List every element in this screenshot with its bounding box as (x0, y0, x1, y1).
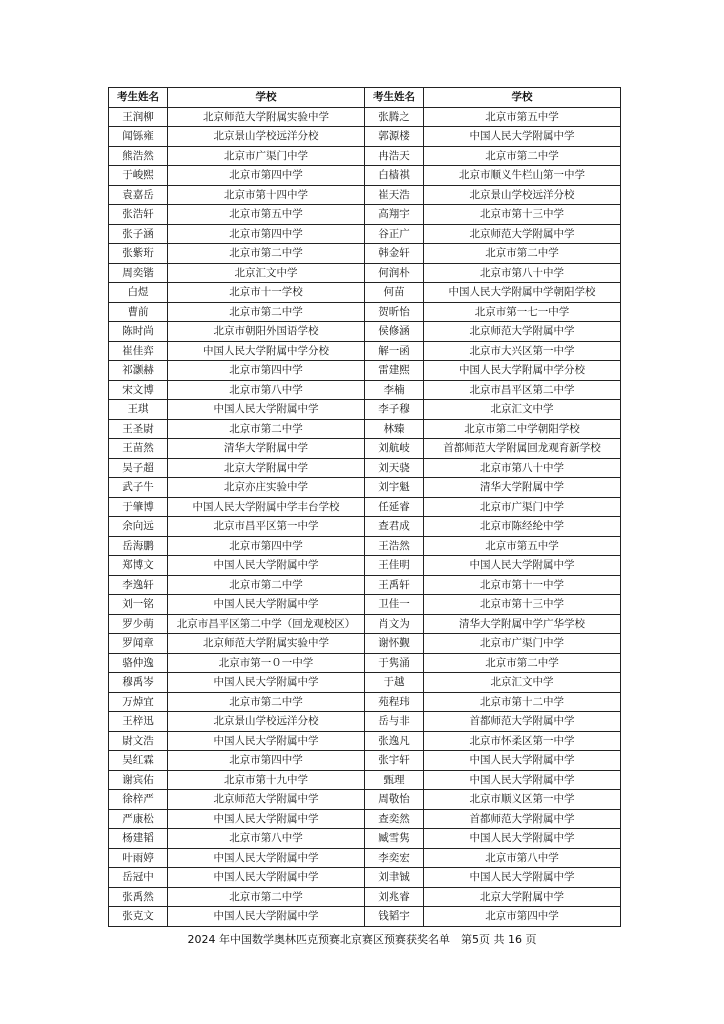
school-left: 北京亦庄实验中学 (168, 478, 365, 498)
school-left: 北京景山学校远洋分校 (168, 127, 365, 147)
school-right: 北京景山学校远洋分校 (424, 185, 621, 205)
student-name-left: 祁灏赫 (109, 361, 168, 381)
results-table (108, 87, 621, 927)
student-name-left: 王苗然 (109, 439, 168, 459)
table-row (109, 790, 621, 810)
table-row (109, 868, 621, 888)
student-name-left: 罗少萌 (109, 614, 168, 634)
table-row (109, 692, 621, 712)
student-name-right: 甄理 (365, 770, 424, 790)
school-right: 北京市第十三中学 (424, 595, 621, 615)
table-row (109, 712, 621, 732)
header-name-right: 考生姓名 (365, 88, 424, 108)
table-row (109, 809, 621, 829)
school-left: 中国人民大学附属中学 (168, 595, 365, 615)
table-row (109, 263, 621, 283)
school-right: 北京市第十二中学 (424, 692, 621, 712)
student-name-right: 卫佳一 (365, 595, 424, 615)
school-left: 北京市第四中学 (168, 361, 365, 381)
school-right: 北京市第二中学 (424, 244, 621, 264)
school-left: 北京市朝阳外国语学校 (168, 322, 365, 342)
student-name-right: 谷正广 (365, 224, 424, 244)
student-name-left: 张禹然 (109, 887, 168, 907)
school-right: 中国人民大学附属中学 (424, 127, 621, 147)
table-row (109, 907, 621, 927)
school-left: 北京大学附属中学 (168, 458, 365, 478)
table-row (109, 205, 621, 225)
student-name-right: 高翔宇 (365, 205, 424, 225)
school-left: 北京市第八中学 (168, 829, 365, 849)
student-name-left: 张克文 (109, 907, 168, 927)
school-left: 北京市第八中学 (168, 380, 365, 400)
table-row (109, 653, 621, 673)
school-right: 北京市大兴区第一中学 (424, 341, 621, 361)
school-left: 北京市昌平区第一中学 (168, 517, 365, 537)
student-name-right: 刘兆睿 (365, 887, 424, 907)
school-left: 北京市广渠门中学 (168, 146, 365, 166)
school-right: 北京市第二中学朝阳学校 (424, 419, 621, 439)
table-row (109, 634, 621, 654)
student-name-right: 侯修涵 (365, 322, 424, 342)
table-row (109, 575, 621, 595)
student-name-right: 刘聿铖 (365, 868, 424, 888)
school-left: 北京市第二中学 (168, 575, 365, 595)
student-name-left: 吴红霖 (109, 751, 168, 771)
table-row (109, 439, 621, 459)
school-left: 北京市昌平区第二中学（回龙观校区） (168, 614, 365, 634)
school-left: 北京市第二中学 (168, 887, 365, 907)
school-left: 中国人民大学附属中学分校 (168, 341, 365, 361)
student-name-left: 王琪 (109, 400, 168, 420)
table-row (109, 517, 621, 537)
student-name-left: 王梓迅 (109, 712, 168, 732)
table-row (109, 127, 621, 147)
student-name-left: 杨建韬 (109, 829, 168, 849)
student-name-left: 刘一铭 (109, 595, 168, 615)
header-school-left: 学校 (168, 88, 365, 108)
school-right: 北京师范大学附属中学 (424, 322, 621, 342)
school-left: 北京市第二中学 (168, 302, 365, 322)
table-row (109, 302, 621, 322)
student-name-right: 何润朴 (365, 263, 424, 283)
student-name-left: 罗闻章 (109, 634, 168, 654)
table-row (109, 400, 621, 420)
student-name-left: 骆仲逸 (109, 653, 168, 673)
school-left: 北京市第二中学 (168, 692, 365, 712)
student-name-right: 周敬怡 (365, 790, 424, 810)
student-name-right: 郭源楼 (365, 127, 424, 147)
school-right: 北京汇文中学 (424, 400, 621, 420)
student-name-right: 何苗 (365, 283, 424, 303)
student-name-left: 穆禹岑 (109, 673, 168, 693)
student-name-right: 贺昕怡 (365, 302, 424, 322)
student-name-right: 查君成 (365, 517, 424, 537)
student-name-right: 钱韬宇 (365, 907, 424, 927)
student-name-right: 李楠 (365, 380, 424, 400)
school-right: 北京市第五中学 (424, 107, 621, 127)
school-right: 中国人民大学附属中学朝阳学校 (424, 283, 621, 303)
school-left: 北京师范大学附属实验中学 (168, 634, 365, 654)
school-left: 北京景山学校远洋分校 (168, 712, 365, 732)
student-name-left: 万焯宜 (109, 692, 168, 712)
school-right: 北京市广渠门中学 (424, 497, 621, 517)
student-name-right: 刘宇魁 (365, 478, 424, 498)
school-right: 北京市第八十中学 (424, 263, 621, 283)
table-row (109, 419, 621, 439)
school-right: 北京市第四中学 (424, 907, 621, 927)
school-right: 北京市第二中学 (424, 146, 621, 166)
school-right: 北京市顺义区第一中学 (424, 790, 621, 810)
table-row (109, 595, 621, 615)
student-name-left: 崔佳弈 (109, 341, 168, 361)
table-row (109, 322, 621, 342)
school-right: 首都师范大学附属中学 (424, 809, 621, 829)
student-name-left: 严康松 (109, 809, 168, 829)
student-name-left: 白煜 (109, 283, 168, 303)
school-right: 中国人民大学附属中学分校 (424, 361, 621, 381)
school-right: 北京市第二中学 (424, 653, 621, 673)
school-left: 北京市第四中学 (168, 751, 365, 771)
student-name-right: 李奕宏 (365, 848, 424, 868)
student-name-left: 李逸轩 (109, 575, 168, 595)
student-name-right: 任延睿 (365, 497, 424, 517)
table-row (109, 224, 621, 244)
school-left: 中国人民大学附属中学 (168, 848, 365, 868)
student-name-left: 徐梓严 (109, 790, 168, 810)
school-left: 中国人民大学附属中学丰台学校 (168, 497, 365, 517)
school-left: 北京师范大学附属实验中学 (168, 107, 365, 127)
student-name-right: 王禹轩 (365, 575, 424, 595)
table-row (109, 107, 621, 127)
student-name-right: 张逸凡 (365, 731, 424, 751)
student-name-right: 林臻 (365, 419, 424, 439)
student-name-right: 雷建熙 (365, 361, 424, 381)
student-name-left: 袁嘉岳 (109, 185, 168, 205)
table-body (109, 107, 621, 926)
school-left: 北京市第四中学 (168, 536, 365, 556)
school-right: 清华大学附属中学 (424, 478, 621, 498)
student-name-right: 肖文为 (365, 614, 424, 634)
school-left: 中国人民大学附属中学 (168, 809, 365, 829)
student-name-left: 宋文博 (109, 380, 168, 400)
student-name-right: 王浩然 (365, 536, 424, 556)
table-row (109, 556, 621, 576)
student-name-left: 张浩轩 (109, 205, 168, 225)
school-left: 中国人民大学附属中学 (168, 400, 365, 420)
table-row (109, 770, 621, 790)
school-left: 北京汇文中学 (168, 263, 365, 283)
school-left: 北京市十一学校 (168, 283, 365, 303)
school-left: 北京市第二中学 (168, 244, 365, 264)
student-name-right: 于越 (365, 673, 424, 693)
student-name-left: 于肇博 (109, 497, 168, 517)
student-name-right: 张腾之 (365, 107, 424, 127)
school-left: 中国人民大学附属中学 (168, 868, 365, 888)
table-row (109, 185, 621, 205)
page-footer: 2024 年中国数学奥林匹克预赛北京赛区预赛获奖名单 第5页 共 16 页 (187, 933, 537, 946)
student-name-left: 曹前 (109, 302, 168, 322)
student-name-right: 查奕然 (365, 809, 424, 829)
table-row (109, 751, 621, 771)
student-name-right: 崔天浩 (365, 185, 424, 205)
student-name-right: 白樯祺 (365, 166, 424, 186)
school-right: 北京市第八中学 (424, 848, 621, 868)
header-school-right: 学校 (424, 88, 621, 108)
student-name-right: 苑程玮 (365, 692, 424, 712)
student-name-left: 陈时尚 (109, 322, 168, 342)
school-right: 北京市顺义牛栏山第一中学 (424, 166, 621, 186)
school-right: 北京市第十三中学 (424, 205, 621, 225)
student-name-left: 张紫珩 (109, 244, 168, 264)
school-right: 中国人民大学附属中学 (424, 770, 621, 790)
school-right: 北京市陈经纶中学 (424, 517, 621, 537)
student-name-right: 王佳明 (365, 556, 424, 576)
student-name-right: 刘天骁 (365, 458, 424, 478)
student-name-left: 周奕锴 (109, 263, 168, 283)
school-right: 北京市广渠门中学 (424, 634, 621, 654)
school-left: 中国人民大学附属中学 (168, 556, 365, 576)
school-left: 北京市第十四中学 (168, 185, 365, 205)
table-row (109, 283, 621, 303)
school-right: 首都师范大学附属中学 (424, 712, 621, 732)
table-row (109, 361, 621, 381)
school-right: 北京市第十一中学 (424, 575, 621, 595)
table-row (109, 848, 621, 868)
school-left: 北京市第一０一中学 (168, 653, 365, 673)
school-right: 中国人民大学附属中学 (424, 751, 621, 771)
student-name-left: 王圣尉 (109, 419, 168, 439)
table-row (109, 497, 621, 517)
table-row (109, 380, 621, 400)
table-row (109, 478, 621, 498)
student-name-right: 于隽涌 (365, 653, 424, 673)
table-row (109, 146, 621, 166)
student-name-right: 李子穆 (365, 400, 424, 420)
school-left: 北京市第五中学 (168, 205, 365, 225)
student-name-left: 谢宾佑 (109, 770, 168, 790)
school-right: 北京师范大学附属中学 (424, 224, 621, 244)
school-right: 清华大学附属中学广华学校 (424, 614, 621, 634)
school-left: 北京市第四中学 (168, 166, 365, 186)
school-left: 北京师范大学附属中学 (168, 790, 365, 810)
table-row (109, 341, 621, 361)
school-left: 北京市第四中学 (168, 224, 365, 244)
school-right: 中国人民大学附属中学 (424, 868, 621, 888)
student-name-left: 闻铄雍 (109, 127, 168, 147)
table-row (109, 458, 621, 478)
school-right: 首都师范大学附属回龙观育新学校 (424, 439, 621, 459)
student-name-right: 张宇轩 (365, 751, 424, 771)
school-left: 中国人民大学附属中学 (168, 673, 365, 693)
student-name-left: 吴子超 (109, 458, 168, 478)
student-name-right: 臧雪隽 (365, 829, 424, 849)
student-name-right: 韩金轩 (365, 244, 424, 264)
table-row (109, 829, 621, 849)
student-name-left: 叶雨婷 (109, 848, 168, 868)
student-name-left: 张子涵 (109, 224, 168, 244)
student-name-left: 武子牛 (109, 478, 168, 498)
school-right: 北京汇文中学 (424, 673, 621, 693)
table-row (109, 731, 621, 751)
school-left: 中国人民大学附属中学 (168, 907, 365, 927)
table-row (109, 887, 621, 907)
school-left: 北京市第二中学 (168, 419, 365, 439)
student-name-left: 熊浩然 (109, 146, 168, 166)
student-name-right: 解一函 (365, 341, 424, 361)
student-name-right: 冉浩天 (365, 146, 424, 166)
student-name-left: 于峻熙 (109, 166, 168, 186)
school-right: 北京大学附属中学 (424, 887, 621, 907)
school-right: 北京市怀柔区第一中学 (424, 731, 621, 751)
school-right: 北京市第八十中学 (424, 458, 621, 478)
header-row (109, 88, 621, 108)
table-row (109, 166, 621, 186)
table-row (109, 673, 621, 693)
table-row (109, 614, 621, 634)
school-left: 清华大学附属中学 (168, 439, 365, 459)
student-name-left: 余向远 (109, 517, 168, 537)
student-name-left: 岳海鹏 (109, 536, 168, 556)
table-row (109, 536, 621, 556)
school-left: 中国人民大学附属中学 (168, 731, 365, 751)
school-right: 北京市第五中学 (424, 536, 621, 556)
student-name-left: 郑博文 (109, 556, 168, 576)
student-name-left: 岳冠中 (109, 868, 168, 888)
student-name-right: 刘航岐 (365, 439, 424, 459)
student-name-left: 尉文浩 (109, 731, 168, 751)
student-name-right: 谢怀觐 (365, 634, 424, 654)
school-right: 中国人民大学附属中学 (424, 556, 621, 576)
school-right: 北京市第一七一中学 (424, 302, 621, 322)
school-right: 北京市昌平区第二中学 (424, 380, 621, 400)
student-name-right: 岳与非 (365, 712, 424, 732)
school-left: 北京市第十九中学 (168, 770, 365, 790)
table-row (109, 244, 621, 264)
student-name-left: 王润柳 (109, 107, 168, 127)
header-name-left: 考生姓名 (109, 88, 168, 108)
school-right: 中国人民大学附属中学 (424, 829, 621, 849)
